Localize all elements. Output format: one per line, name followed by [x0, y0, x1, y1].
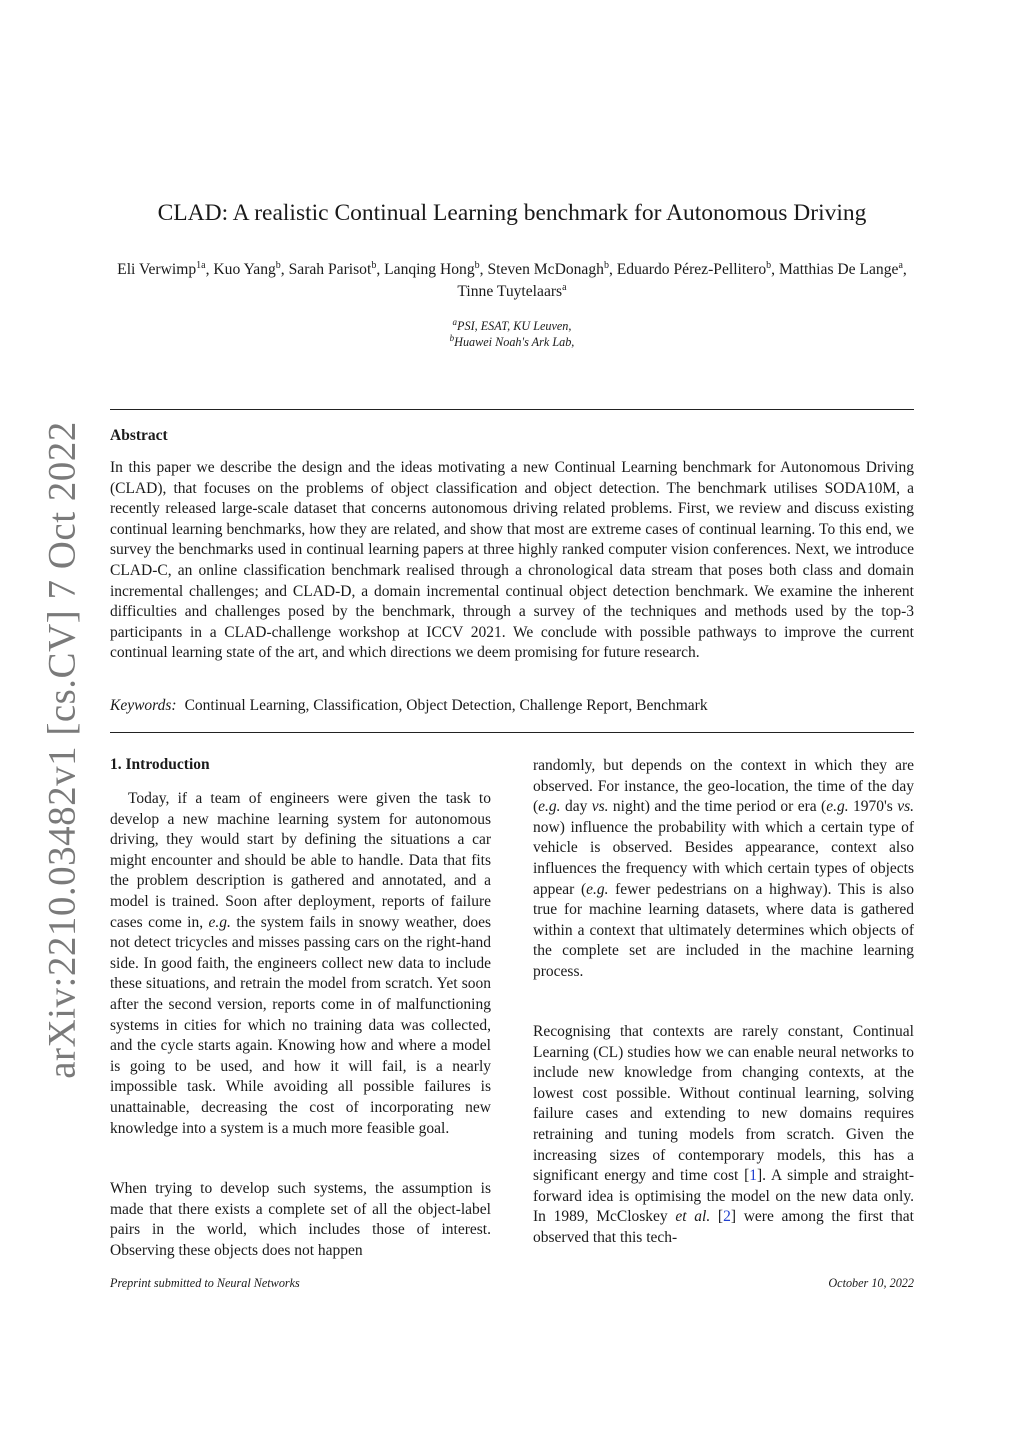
text-run: 1970's — [848, 798, 898, 816]
author: Eduardo Pérez-Pellitero$^b$, — [616, 259, 779, 278]
footer-submission: Preprint submitted to Neural Networks — [110, 1276, 300, 1290]
text-run: randomly, but depends on the context in which they are observed. For instance, the geo-location, the time of the day ( — [533, 757, 914, 816]
affiliation: $^b$Huawei Noah's Ark Lab, — [449, 332, 575, 349]
section-heading: 1. Introduction — [110, 756, 210, 773]
abstract-text: In this paper we describe the design and the ideas motivating a new Continual Learning benchmark for Autonomous Driving (CLAD), that focuses on the problems of object classification and object detection. The benchmark utilises SODA10M, a recently released large-scale dataset that concerns autonomous driving related problems. First, we review and discuss existing continual learning benchmarks, how they are related, and show that most are extreme cases of continual learning. To this end, we survey the benchmarks used in continual learning papers at three highly ranked computer vision conferences. Next, we introduce CLAD-C, an online classification benchmark realised through a chronological data stream that poses both class and domain incremental challenges; and CLAD-D, a domain incremental continual object detection benchmark. We examine the inherent difficulties and challenges posed by the benchmark, through a survey of the techniques and methods used by the top-3 participants in a CLAD-challenge workshop at ICCV 2021. We conclude with possible pathways to improve the current continual learning state of the art, and which directions we deem promising for future research. — [110, 459, 914, 662]
text-run: fewer pedestrians on a highway). This is also true for machine learning datasets, where data is gathered within a context that ultimately determines which objects of the complete set are included in the machine learning process. — [533, 880, 914, 980]
paper-title: CLAD: A realistic Continual Learning benchmark for Autonomous Driving — [157, 200, 867, 226]
keywords-label: Keywords: — [110, 697, 177, 714]
italic-text: et al. — [675, 1208, 711, 1226]
text-run: night) and the time period or era ( — [608, 798, 827, 816]
text-run: ] were among the first that observed that this tech- — [533, 1208, 914, 1246]
arxiv-stamp: arXiv:2210.03482v1 [cs.CV] 7 Oct 2022 — [40, 421, 84, 1079]
abstract-heading: Abstract — [110, 427, 168, 444]
text-run: Recognising that contexts are rarely constant, Continual Learning (CL) studies how we can enable neural networks to include new knowledge from changing contexts, at the lowest cost possible. Without continual learning, solving failure cases and extending to new domains requires retraining and tuning models from scratch. Given the increasing sizes of contemporary models, this has a significant energy and time cost [ — [533, 1023, 914, 1185]
text-run: Today, if a team of engineers were given the task to develop a new machine learning system for autonomous driving, they would start by defining the situations a car might encounter and should be able to handle. Data that fits the problem description is gathered and annotated, and a model is trained. Soon after deployment, reports of failure cases come in, — [110, 790, 491, 931]
keywords — [110, 696, 914, 716]
author-list — [110, 259, 914, 303]
italic-text: vs. — [897, 798, 914, 816]
affiliation-list — [110, 318, 914, 350]
keywords-text: Continual Learning, Classification, Object Detection, Challenge Report, Benchmark — [184, 697, 708, 714]
footer-date: October 10, 2022 — [828, 1276, 914, 1290]
paragraph — [110, 789, 491, 1139]
italic-text: e.g. — [586, 880, 609, 898]
divider — [110, 409, 914, 410]
citation-link[interactable]: 2 — [723, 1208, 731, 1226]
divider — [110, 732, 914, 733]
author: Sarah Parisot$^b$, — [288, 259, 385, 278]
italic-text: e.g. — [208, 913, 231, 931]
affiliation: $^a$PSI, ESAT, KU Leuven, — [452, 316, 572, 333]
author: Matthias De Lange$^a$, — [778, 259, 907, 278]
italic-text: e.g. — [538, 798, 561, 816]
paragraph — [533, 756, 914, 983]
citation-link[interactable]: 1 — [749, 1167, 757, 1185]
author: Lanqing Hong$^b$, — [384, 259, 488, 278]
text-run: now) influence the probability with which a certain type of vehicle is observed. Besides appearance, context also influences the frequency with which certain types of objects appear ( — [533, 818, 914, 898]
author: Eli Verwimp$^{1a}$, — [117, 259, 214, 278]
text-run: ]. A simple and straight-forward idea is optimising the model on the new data only. In 1989, McCloskey — [533, 1167, 914, 1226]
author: Tinne Tuytelaars$^a$ — [457, 281, 567, 300]
text-run: When trying to develop such systems, the assumption is made that there exists a complete set of all the object-label pairs in the world, which includes those of interest. Observing these objects does not happen — [110, 1180, 491, 1259]
italic-text: e.g. — [826, 798, 849, 816]
text-run: [ — [710, 1208, 724, 1226]
paragraph — [533, 1022, 914, 1249]
text-run: the system fails in snowy weather, does not detect tricycles and misses passing cars on the right-hand side. In good faith, the engineers collect new data to include these situations, and retrain the model from scratch. Yet soon after the second version, reports come in of malfunctioning systems in cities for which no training data was collected, and the cycle starts again. Knowing how and where a model is going to be used, and how it will fail, is a nearly impossible task. While avoiding all possible failures is unattainable, decreasing the cost of incorporating new knowledge into a system is a much more feasible goal. — [110, 913, 491, 1137]
text-run: day — [560, 798, 592, 816]
author: Kuo Yang$^b$, — [213, 259, 289, 278]
italic-text: vs. — [591, 798, 609, 816]
author: Steven McDonagh$^b$, — [487, 259, 617, 278]
paragraph — [110, 1179, 491, 1261]
